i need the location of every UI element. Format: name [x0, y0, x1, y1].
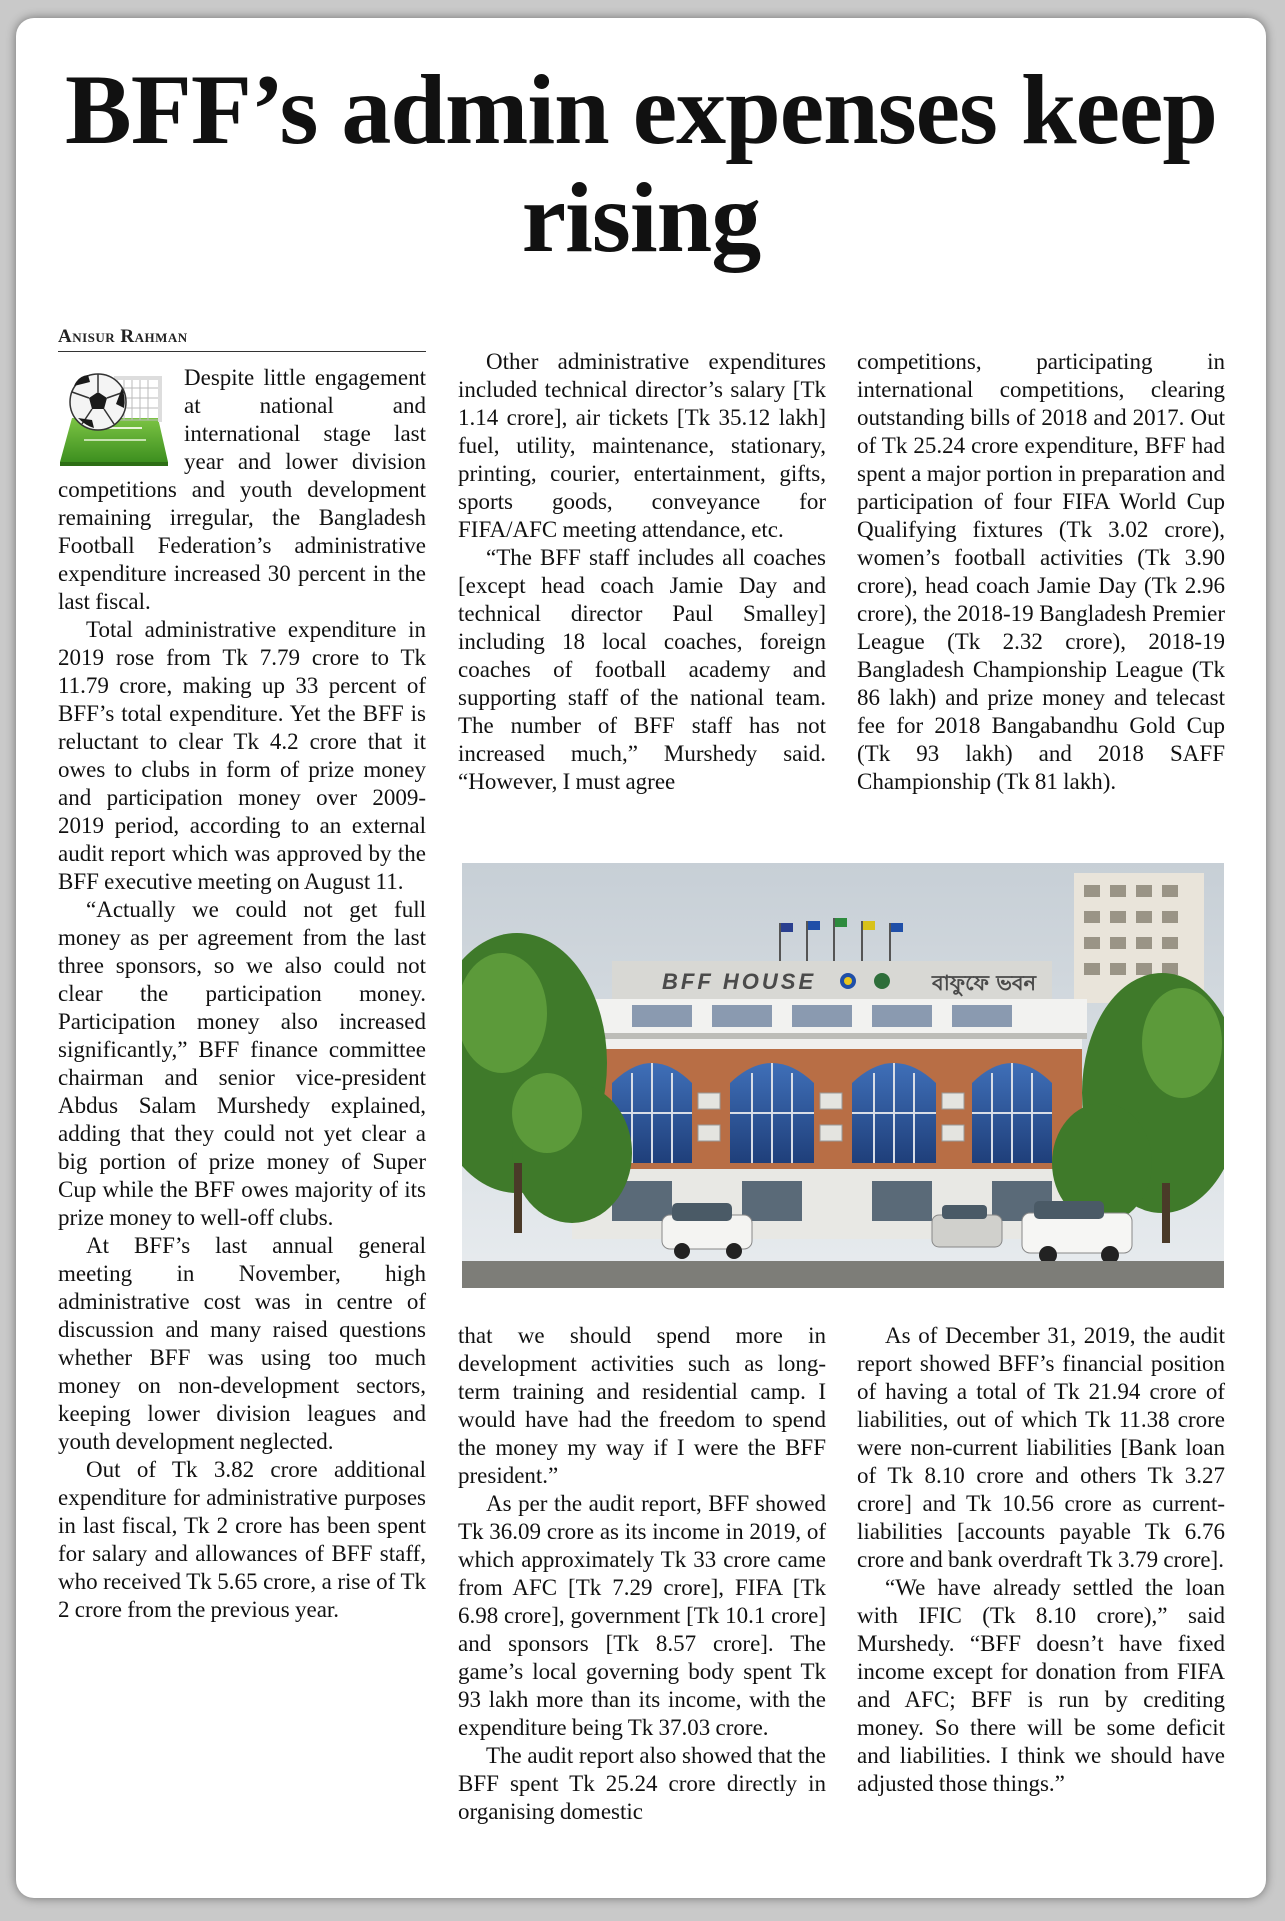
bff-house-photo	[462, 863, 1224, 1288]
column-3-top	[857, 348, 1225, 848]
paragraph: “We have already settled the loan with IFIC (Tk 8.10 crore),” said Murshedy. “BFF doesn’t have fixed income except for donation from FIFA and AFC; BFF is run by crediting money. So there will be some deficit and liabilities. I think we should have adjusted those things.”	[857, 1575, 1225, 1796]
newspaper-page	[16, 18, 1266, 1898]
headline: BFF’s admin expenses keep rising	[65, 54, 1217, 273]
column-2-top	[458, 348, 826, 848]
paragraph: At BFF’s last annual general meeting in November, high administrative cost was in centre of discussion and many raised questions whether BFF was using too much money on non-development sectors, keeping lower division leagues and youth development neglected.	[58, 1233, 426, 1454]
paragraph: “The BFF staff includes all coaches [except head coach Jamie Day and technical director Paul Smalley] including 18 local coaches, foreign coaches of football academy and supporting staff of the national team. The number of BFF staff has not increased much,” Murshedy said. “However, I must agree	[458, 545, 826, 794]
sign-bengali: বাফুফে ভবন	[932, 971, 1037, 995]
paragraph: The audit report also showed that the BFF spent Tk 25.24 crore directly in organising domestic	[458, 1743, 826, 1824]
paragraph: that we should spend more in development activities such as long-term training and residential camp. I would have had the freedom to spend the money my way if I were the BFF president.”	[458, 1323, 826, 1488]
soccer-ball-goal-icon	[58, 366, 170, 466]
sign-bff-house: BFF HOUSE	[662, 969, 817, 994]
paragraph: “Actually we could not get full money as per agreement from the last three sponsors, so we also could not clear the participation money. Participation money also increased significantly,” BFF finance committee chairman and senior vice-president Abdus Salam Murshedy explained, adding that they could not yet clear a big portion of prize money of Super Cup while the BFF owes majority of its prize money to well-off clubs.	[58, 897, 426, 1230]
paragraph: Total administrative expenditure in 2019 rose from Tk 7.79 crore to Tk 11.79 crore, making up 33 percent of BFF’s total expenditure. Yet the BFF is reluctant to clear Tk 4.2 crore that it owes to clubs in form of prize money and participation money over 2009-2019 period, according to an external audit report which was approved by the BFF executive meeting on August 11.	[58, 617, 426, 894]
byline: Anisur Rahman	[58, 326, 426, 352]
paragraph: Out of Tk 3.82 crore additional expenditure for administrative purposes in last fiscal, Tk 2 crore has been spent for salary and allowances of BFF staff, who received Tk 5.65 crore, a rise of Tk 2 crore from the previous year.	[58, 1457, 426, 1622]
paragraph: Despite little engagement at national and international stage last year and lower division competitions and youth development remaining irregular, the Bangladesh Football Federation’s administrative expenditure increased 30 percent in the last fiscal.	[58, 365, 426, 614]
paragraph: As per the audit report, BFF showed Tk 36.09 crore as its income in 2019, of which approximately Tk 33 crore came from AFC [Tk 7.29 crore], FIFA [Tk 6.98 crore], government [Tk 10.1 crore] and sponsors [Tk 8.57 crore]. The game’s local governing body spent Tk 93 lakh more than its income, with the expenditure being Tk 37.03 crore.	[458, 1491, 826, 1740]
paragraph: Other administrative expenditures included technical director’s salary [Tk 1.14 crore], air tickets [Tk 35.12 lakh] fuel, utility, maintenance, stationary, printing, courier, entertainment, gifts, sports goods, conveyance for FIFA/AFC meeting attendance, etc.	[458, 349, 826, 542]
column-3-bottom	[857, 1322, 1225, 1867]
paragraph: competitions, participating in international competitions, clearing outstanding bills of 2018 and 2017. Out of Tk 25.24 crore expenditure, BFF had spent a major portion in preparation and participation of four FIFA World Cup Qualifying fixtures (Tk 3.02 crore), women’s football activities (Tk 3.90 crore), head coach Jamie Day (Tk 2.96 crore), the 2018-19 Bangladesh Premier League (Tk 2.32 crore), 2018-19 Bangladesh Championship League (Tk 86 lakh) and prize money and telecast fee for 2018 Bangabandhu Gold Cup (Tk 93 lakh) and 2018 SAFF Championship (Tk 81 lakh).	[857, 349, 1225, 794]
column-2-bottom	[458, 1322, 826, 1867]
paragraph: As of December 31, 2019, the audit report showed BFF’s financial position of having a total of Tk 21.94 crore of liabilities, out of which Tk 11.38 crore were non-current liabilities [Bank loan of Tk 8.10 crore and others Tk 3.27 crore] and Tk 10.56 crore as current-liabilities [accounts payable Tk 6.76 crore and bank overdraft Tk 3.79 crore].	[857, 1323, 1225, 1572]
column-1	[58, 364, 426, 1864]
